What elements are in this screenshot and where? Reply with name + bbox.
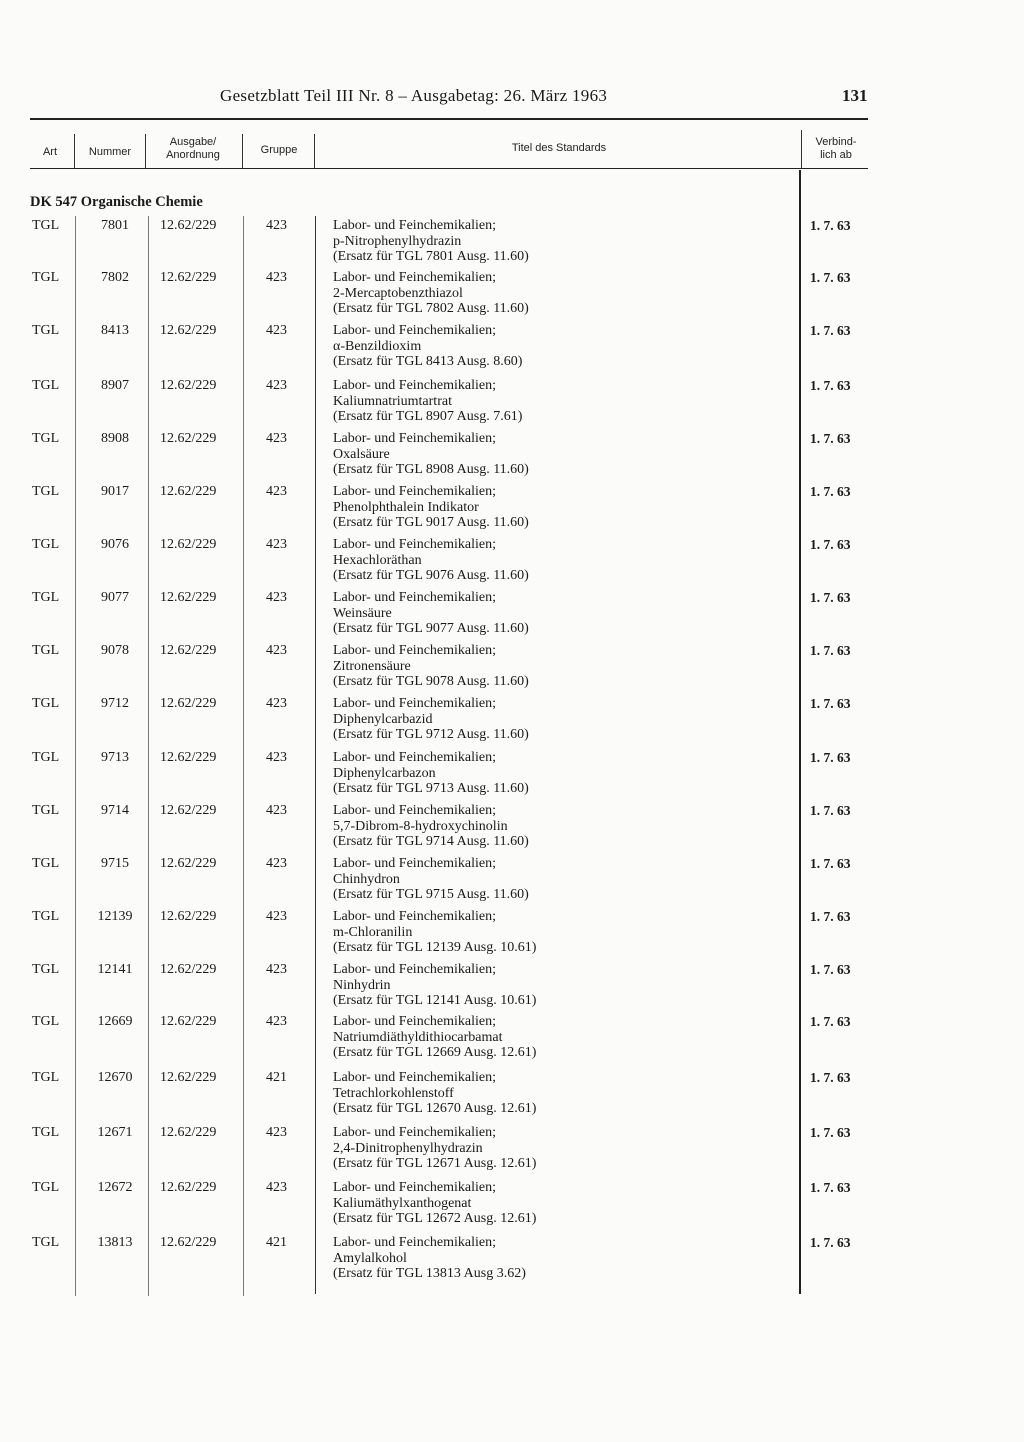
cell-art: TGL <box>32 378 60 393</box>
titel-line: (Ersatz für TGL 9712 Ausg. 11.60) <box>333 727 529 742</box>
titel-line: Hexachloräthan <box>333 552 422 568</box>
table-row <box>0 1180 1024 1230</box>
table-row <box>0 1235 1024 1285</box>
cell-titel <box>333 378 522 425</box>
cell-titel <box>333 803 529 850</box>
cell-titel <box>333 270 529 317</box>
titel-line: Zitronensäure <box>333 658 411 674</box>
titel-line: Labor- und Feinchemikalien; <box>333 643 497 658</box>
titel-line: (Ersatz für TGL 12669 Ausg. 12.61) <box>333 1045 537 1060</box>
col-header-verbindlich-line2: lich ab <box>820 149 852 161</box>
titel-line: Amylalkohol <box>333 1250 407 1266</box>
cell-ausgabe: 12.62/229 <box>160 218 217 233</box>
cell-nummer: 12139 <box>97 909 133 924</box>
cell-verbindlich: 1. 7. 63 <box>810 643 851 658</box>
cell-gruppe: 423 <box>266 696 287 711</box>
titel-line: m-Chloranilin <box>333 924 413 940</box>
cell-titel <box>333 696 529 743</box>
cell-nummer: 8908 <box>101 431 129 446</box>
cell-gruppe: 423 <box>266 643 287 658</box>
titel-line: Labor- und Feinchemikalien; <box>333 1014 497 1029</box>
col-header-verbindlich-line1: Verbind- <box>815 136 857 148</box>
cell-verbindlich: 1. 7. 63 <box>810 962 851 977</box>
cell-gruppe: 423 <box>266 909 287 924</box>
titel-line: (Ersatz für TGL 7802 Ausg. 11.60) <box>333 301 529 316</box>
titel-line: Labor- und Feinchemikalien; <box>333 323 497 338</box>
titel-line: Labor- und Feinchemikalien; <box>333 696 497 711</box>
cell-ausgabe: 12.62/229 <box>160 590 217 605</box>
table-row <box>0 803 1024 853</box>
titel-line: Labor- und Feinchemikalien; <box>333 1180 497 1195</box>
col-header-ausgabe-line2: Anordnung <box>166 149 220 161</box>
titel-line: (Ersatz für TGL 9077 Ausg. 11.60) <box>333 621 529 636</box>
table-row <box>0 696 1024 746</box>
titel-line: Ninhydrin <box>333 977 391 993</box>
titel-line: Labor- und Feinchemikalien; <box>333 378 497 393</box>
titel-line: Labor- und Feinchemikalien; <box>333 803 497 818</box>
cell-gruppe: 423 <box>266 323 287 338</box>
titel-line: (Ersatz für TGL 12671 Ausg. 12.61) <box>333 1156 537 1171</box>
cell-titel <box>333 218 529 265</box>
cell-ausgabe: 12.62/229 <box>160 803 217 818</box>
cell-ausgabe: 12.62/229 <box>160 537 217 552</box>
table-row <box>0 590 1024 640</box>
cell-ausgabe: 12.62/229 <box>160 1070 217 1085</box>
cell-art: TGL <box>32 1125 60 1140</box>
titel-line: Labor- und Feinchemikalien; <box>333 1235 497 1250</box>
table-row <box>0 1014 1024 1064</box>
titel-line: Labor- und Feinchemikalien; <box>333 750 497 765</box>
titel-line: Natriumdiäthyldithiocarbamat <box>333 1029 503 1045</box>
cell-nummer: 9712 <box>101 696 129 711</box>
titel-line: Chinhydron <box>333 871 400 887</box>
cell-titel <box>333 1125 536 1172</box>
table-row <box>0 856 1024 906</box>
titel-line: (Ersatz für TGL 9076 Ausg. 11.60) <box>333 568 529 583</box>
table-row <box>0 484 1024 534</box>
cell-verbindlich: 1. 7. 63 <box>810 909 851 924</box>
cell-gruppe: 423 <box>266 750 287 765</box>
cell-art: TGL <box>32 1070 60 1085</box>
table-row <box>0 643 1024 693</box>
cell-titel <box>333 1070 536 1117</box>
cell-gruppe: 423 <box>266 856 287 871</box>
cell-titel <box>333 484 529 531</box>
titel-line: p-Nitrophenylhydrazin <box>333 233 462 249</box>
cell-titel <box>333 1235 526 1282</box>
cell-ausgabe: 12.62/229 <box>160 643 217 658</box>
cell-titel <box>333 962 536 1009</box>
titel-line: Labor- und Feinchemikalien; <box>333 909 497 924</box>
cell-gruppe: 423 <box>266 484 287 499</box>
cell-ausgabe: 12.62/229 <box>160 962 217 977</box>
cell-verbindlich: 1. 7. 63 <box>810 270 851 285</box>
cell-titel <box>333 909 536 956</box>
cell-ausgabe: 12.62/229 <box>160 1125 217 1140</box>
titel-line: 5,7-Dibrom-8-hydroxychinolin <box>333 818 508 834</box>
page-number: 131 <box>842 86 868 105</box>
titel-line: (Ersatz für TGL 7801 Ausg. 11.60) <box>333 249 529 264</box>
cell-verbindlich: 1. 7. 63 <box>810 323 851 338</box>
cell-art: TGL <box>32 590 60 605</box>
cell-titel <box>333 643 529 690</box>
table-row <box>0 1125 1024 1175</box>
cell-gruppe: 423 <box>266 1180 287 1195</box>
titel-line: (Ersatz für TGL 8413 Ausg. 8.60) <box>333 354 523 369</box>
cell-titel <box>333 323 522 370</box>
header-title: Gesetzblatt Teil III Nr. 8 – Ausgabetag: 26. März 1963 <box>220 86 608 105</box>
cell-verbindlich: 1. 7. 63 <box>810 1235 851 1250</box>
cell-art: TGL <box>32 1014 60 1029</box>
cell-verbindlich: 1. 7. 63 <box>810 696 851 711</box>
titel-line: (Ersatz für TGL 12672 Ausg. 12.61) <box>333 1211 537 1226</box>
cell-ausgabe: 12.62/229 <box>160 909 217 924</box>
titel-line: (Ersatz für TGL 9713 Ausg. 11.60) <box>333 781 529 796</box>
cell-art: TGL <box>32 750 60 765</box>
cell-titel <box>333 856 529 903</box>
cell-ausgabe: 12.62/229 <box>160 1180 217 1195</box>
cell-ausgabe: 12.62/229 <box>160 431 217 446</box>
titel-line: Labor- und Feinchemikalien; <box>333 1070 497 1085</box>
cell-ausgabe: 12.62/229 <box>160 750 217 765</box>
cell-ausgabe: 12.62/229 <box>160 484 217 499</box>
titel-line: (Ersatz für TGL 9714 Ausg. 11.60) <box>333 834 529 849</box>
cell-nummer: 12671 <box>97 1125 133 1140</box>
cell-gruppe: 421 <box>266 1235 287 1250</box>
titel-line: Labor- und Feinchemikalien; <box>333 218 497 233</box>
col-header-nummer: Nummer <box>88 146 132 158</box>
cell-ausgabe: 12.62/229 <box>160 270 217 285</box>
cell-titel <box>333 590 529 637</box>
cell-verbindlich: 1. 7. 63 <box>810 218 851 233</box>
table-row <box>0 431 1024 481</box>
titel-line: Labor- und Feinchemikalien; <box>333 962 497 977</box>
cell-gruppe: 423 <box>266 803 287 818</box>
titel-line: Kaliumäthylxanthogenat <box>333 1195 472 1211</box>
titel-line: (Ersatz für TGL 9078 Ausg. 11.60) <box>333 674 529 689</box>
cell-art: TGL <box>32 1180 60 1195</box>
table-row <box>0 218 1024 268</box>
titel-line: Diphenylcarbazon <box>333 765 436 781</box>
titel-line: (Ersatz für TGL 12670 Ausg. 12.61) <box>333 1101 537 1116</box>
cell-gruppe: 423 <box>266 378 287 393</box>
titel-line: Phenolphthalein Indikator <box>333 499 479 515</box>
cell-art: TGL <box>32 962 60 977</box>
col-header-art: Art <box>42 146 58 158</box>
titel-line: (Ersatz für TGL 13813 Ausg 3.62) <box>333 1266 526 1281</box>
cell-titel <box>333 750 529 797</box>
cell-nummer: 12669 <box>97 1014 133 1029</box>
cell-verbindlich: 1. 7. 63 <box>810 1180 851 1195</box>
cell-art: TGL <box>32 856 60 871</box>
cell-verbindlich: 1. 7. 63 <box>810 1125 851 1140</box>
cell-verbindlich: 1. 7. 63 <box>810 590 851 605</box>
titel-line: Labor- und Feinchemikalien; <box>333 270 497 285</box>
cell-art: TGL <box>32 270 60 285</box>
cell-gruppe: 423 <box>266 962 287 977</box>
titel-line: Kaliumnatriumtartrat <box>333 393 452 409</box>
cell-ausgabe: 12.62/229 <box>160 856 217 871</box>
cell-art: TGL <box>32 909 60 924</box>
table-row <box>0 1070 1024 1120</box>
cell-art: TGL <box>32 431 60 446</box>
table-row <box>0 962 1024 1012</box>
cell-nummer: 9713 <box>101 750 129 765</box>
cell-nummer: 8907 <box>101 378 129 393</box>
cell-nummer: 9714 <box>101 803 129 818</box>
titel-line: (Ersatz für TGL 9715 Ausg. 11.60) <box>333 887 529 902</box>
titel-line: α-Benzildioxim <box>333 338 422 354</box>
table-row <box>0 909 1024 959</box>
cell-nummer: 9715 <box>101 856 129 871</box>
titel-line: Labor- und Feinchemikalien; <box>333 590 497 605</box>
titel-line: Tetrachlorkohlenstoff <box>333 1085 454 1101</box>
cell-ausgabe: 12.62/229 <box>160 1235 217 1250</box>
cell-ausgabe: 12.62/229 <box>160 1014 217 1029</box>
titel-line: Weinsäure <box>333 605 392 621</box>
cell-titel <box>333 431 529 478</box>
cell-titel <box>333 537 529 584</box>
table-row <box>0 323 1024 373</box>
titel-line: Labor- und Feinchemikalien; <box>333 431 497 446</box>
cell-art: TGL <box>32 323 60 338</box>
cell-verbindlich: 1. 7. 63 <box>810 484 851 499</box>
cell-gruppe: 423 <box>266 431 287 446</box>
cell-art: TGL <box>32 696 60 711</box>
cell-gruppe: 423 <box>266 270 287 285</box>
cell-titel <box>333 1014 536 1061</box>
cell-verbindlich: 1. 7. 63 <box>810 803 851 818</box>
cell-nummer: 9017 <box>101 484 129 499</box>
titel-line: Labor- und Feinchemikalien; <box>333 537 497 552</box>
cell-nummer: 7801 <box>101 218 129 233</box>
titel-line: Oxalsäure <box>333 446 390 462</box>
titel-line: (Ersatz für TGL 8908 Ausg. 11.60) <box>333 462 529 477</box>
titel-line: (Ersatz für TGL 12139 Ausg. 10.61) <box>333 940 537 955</box>
cell-nummer: 9078 <box>101 643 129 658</box>
cell-verbindlich: 1. 7. 63 <box>810 856 851 871</box>
titel-line: (Ersatz für TGL 8907 Ausg. 7.61) <box>333 409 523 424</box>
col-header-titel: Titel des Standards <box>511 142 607 154</box>
cell-art: TGL <box>32 1235 60 1250</box>
cell-nummer: 13813 <box>97 1235 133 1250</box>
cell-ausgabe: 12.62/229 <box>160 323 217 338</box>
cell-ausgabe: 12.62/229 <box>160 378 217 393</box>
cell-nummer: 12141 <box>97 962 133 977</box>
titel-line: (Ersatz für TGL 12141 Ausg. 10.61) <box>333 993 537 1008</box>
cell-art: TGL <box>32 537 60 552</box>
cell-gruppe: 423 <box>266 590 287 605</box>
cell-nummer: 12670 <box>97 1070 133 1085</box>
cell-gruppe: 423 <box>266 218 287 233</box>
table-row <box>0 750 1024 800</box>
cell-gruppe: 423 <box>266 1125 287 1140</box>
cell-gruppe: 421 <box>266 1070 287 1085</box>
cell-art: TGL <box>32 484 60 499</box>
titel-line: (Ersatz für TGL 9017 Ausg. 11.60) <box>333 515 529 530</box>
titel-line: 2,4-Dinitrophenylhydrazin <box>333 1140 483 1156</box>
titel-line: Labor- und Feinchemikalien; <box>333 484 497 499</box>
cell-nummer: 9077 <box>101 590 129 605</box>
cell-nummer: 9076 <box>101 537 129 552</box>
cell-art: TGL <box>32 643 60 658</box>
cell-nummer: 8413 <box>101 323 129 338</box>
table-row <box>0 378 1024 428</box>
col-header-gruppe: Gruppe <box>260 144 298 156</box>
cell-verbindlich: 1. 7. 63 <box>810 1014 851 1029</box>
titel-line: Labor- und Feinchemikalien; <box>333 856 497 871</box>
section-heading: DK 547 Organische Chemie <box>30 194 203 210</box>
titel-line: Diphenylcarbazid <box>333 711 433 727</box>
cell-gruppe: 423 <box>266 1014 287 1029</box>
cell-art: TGL <box>32 803 60 818</box>
cell-titel <box>333 1180 536 1227</box>
table-row <box>0 537 1024 587</box>
cell-verbindlich: 1. 7. 63 <box>810 378 851 393</box>
titel-line: Labor- und Feinchemikalien; <box>333 1125 497 1140</box>
cell-nummer: 7802 <box>101 270 129 285</box>
cell-verbindlich: 1. 7. 63 <box>810 1070 851 1085</box>
cell-ausgabe: 12.62/229 <box>160 696 217 711</box>
table-row <box>0 270 1024 320</box>
cell-gruppe: 423 <box>266 537 287 552</box>
cell-verbindlich: 1. 7. 63 <box>810 750 851 765</box>
cell-verbindlich: 1. 7. 63 <box>810 537 851 552</box>
cell-verbindlich: 1. 7. 63 <box>810 431 851 446</box>
cell-art: TGL <box>32 218 60 233</box>
cell-nummer: 12672 <box>97 1180 133 1195</box>
titel-line: 2-Mercaptobenzthiazol <box>333 285 463 301</box>
col-header-ausgabe-line1: Ausgabe/ <box>169 136 217 148</box>
